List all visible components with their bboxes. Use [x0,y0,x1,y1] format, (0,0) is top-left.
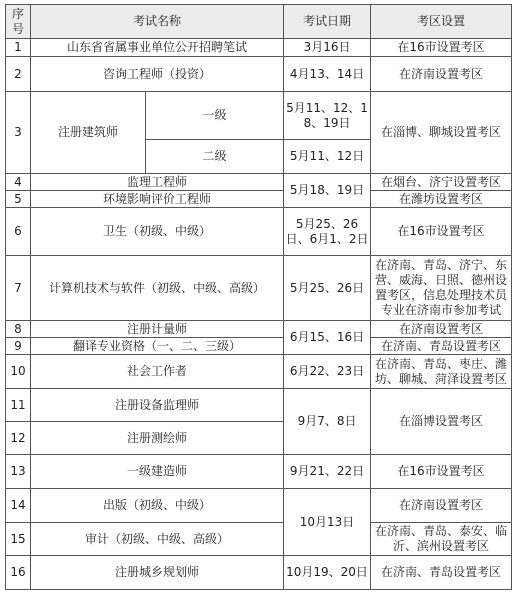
exam-venue: 在济南设置考区 [371,321,512,338]
exam-level: 二级 [146,140,284,174]
exam-date: 6月15、16日 [284,321,371,355]
table-row [6,455,512,489]
exam-name: 注册城乡规划师 [31,556,284,590]
exam-name: 注册计量师 [31,321,284,338]
header-exam-name: 考试名称 [31,5,284,39]
exam-name: 注册建筑师 [31,92,146,174]
exam-venue: 在济南设置考区 [371,57,512,92]
row-number: 10 [6,355,31,389]
table-row [6,389,512,422]
exam-level: 一级 [146,92,284,140]
exam-date: 10月13日 [284,489,371,556]
table-row [6,256,512,321]
exam-venue: 在淄博设置考区 [371,389,512,455]
exam-date: 9月21、22日 [284,455,371,489]
row-number: 5 [6,191,31,208]
exam-venue: 在潍坊设置考区 [371,191,512,208]
exam-date: 5月18、19日 [284,174,371,208]
exam-venue: 在济南、青岛设置考区 [371,338,512,355]
row-number: 1 [6,39,31,57]
exam-venue: 在16市设置考区 [371,208,512,256]
exam-name: 注册设备监理师 [31,389,284,422]
row-number: 13 [6,455,31,489]
exam-date: 5月11、12、18、19日 [284,92,371,140]
row-number: 6 [6,208,31,256]
exam-name: 一级建造师 [31,455,284,489]
table-row [6,191,512,208]
table-row [6,39,512,57]
row-number: 11 [6,389,31,422]
exam-venue: 在16市设置考区 [371,39,512,57]
exam-date: 5月25、26日、6月1、2日 [284,208,371,256]
exam-name: 咨询工程师（投资） [31,57,284,92]
row-number: 2 [6,57,31,92]
header-seq: 序号 [6,5,31,39]
table-row [6,523,512,556]
exam-name: 监理工程师 [31,174,284,191]
table-header-row [6,5,512,39]
exam-date: 3月16日 [284,39,371,57]
exam-name: 注册测绘师 [31,422,284,455]
exam-venue: 在济南、青岛、泰安、临沂、滨州设置考区 [371,523,512,556]
exam-name: 卫生（初级、中级） [31,208,284,256]
table-row [6,556,512,590]
table-row [6,57,512,92]
exam-name: 社会工作者 [31,355,284,389]
exam-name: 审计（初级、中级、高级） [31,523,284,556]
row-number: 15 [6,523,31,556]
table-row [6,355,512,389]
table-row [6,489,512,523]
header-venue: 考区设置 [371,5,512,39]
exam-venue: 在淄博、聊城设置考区 [371,92,512,174]
exam-date: 5月25、26日 [284,256,371,321]
table-row [6,208,512,256]
exam-date: 4月13、14日 [284,57,371,92]
table-row [6,174,512,191]
exam-venue: 在16市设置考区 [371,455,512,489]
table-row [6,338,512,355]
row-number: 16 [6,556,31,590]
row-number: 3 [6,92,31,174]
row-number: 14 [6,489,31,523]
exam-date: 5月11、12日 [284,140,371,174]
exam-date: 9月7、8日 [284,389,371,455]
exam-venue: 在济南、青岛、济宁、东营、威海、日照、德州设置考区，信息处理技术员专业在济南市参加考试 [371,256,512,321]
header-exam-date: 考试日期 [284,5,371,39]
exam-date: 6月22、23日 [284,355,371,389]
exam-venue: 在济南、青岛、枣庄、潍坊、聊城、菏泽设置考区 [371,355,512,389]
row-number: 4 [6,174,31,191]
exam-venue: 在济南、青岛设置考区 [371,556,512,590]
exam-schedule-table [5,4,512,590]
exam-date: 10月19、20日 [284,556,371,590]
exam-name: 计算机技术与软件（初级、中级、高级） [31,256,284,321]
exam-name: 翻译专业资格（一、二、三级） [31,338,284,355]
exam-name: 环境影响评价工程师 [31,191,284,208]
table-row [6,92,512,140]
exam-name: 出版（初级、中级） [31,489,284,523]
row-number: 8 [6,321,31,338]
row-number: 7 [6,256,31,321]
row-number: 9 [6,338,31,355]
exam-venue: 在烟台、济宁设置考区 [371,174,512,191]
exam-venue: 在济南设置考区 [371,489,512,523]
row-number: 12 [6,422,31,455]
exam-name: 山东省省属事业单位公开招聘笔试 [31,39,284,57]
table-row [6,321,512,338]
